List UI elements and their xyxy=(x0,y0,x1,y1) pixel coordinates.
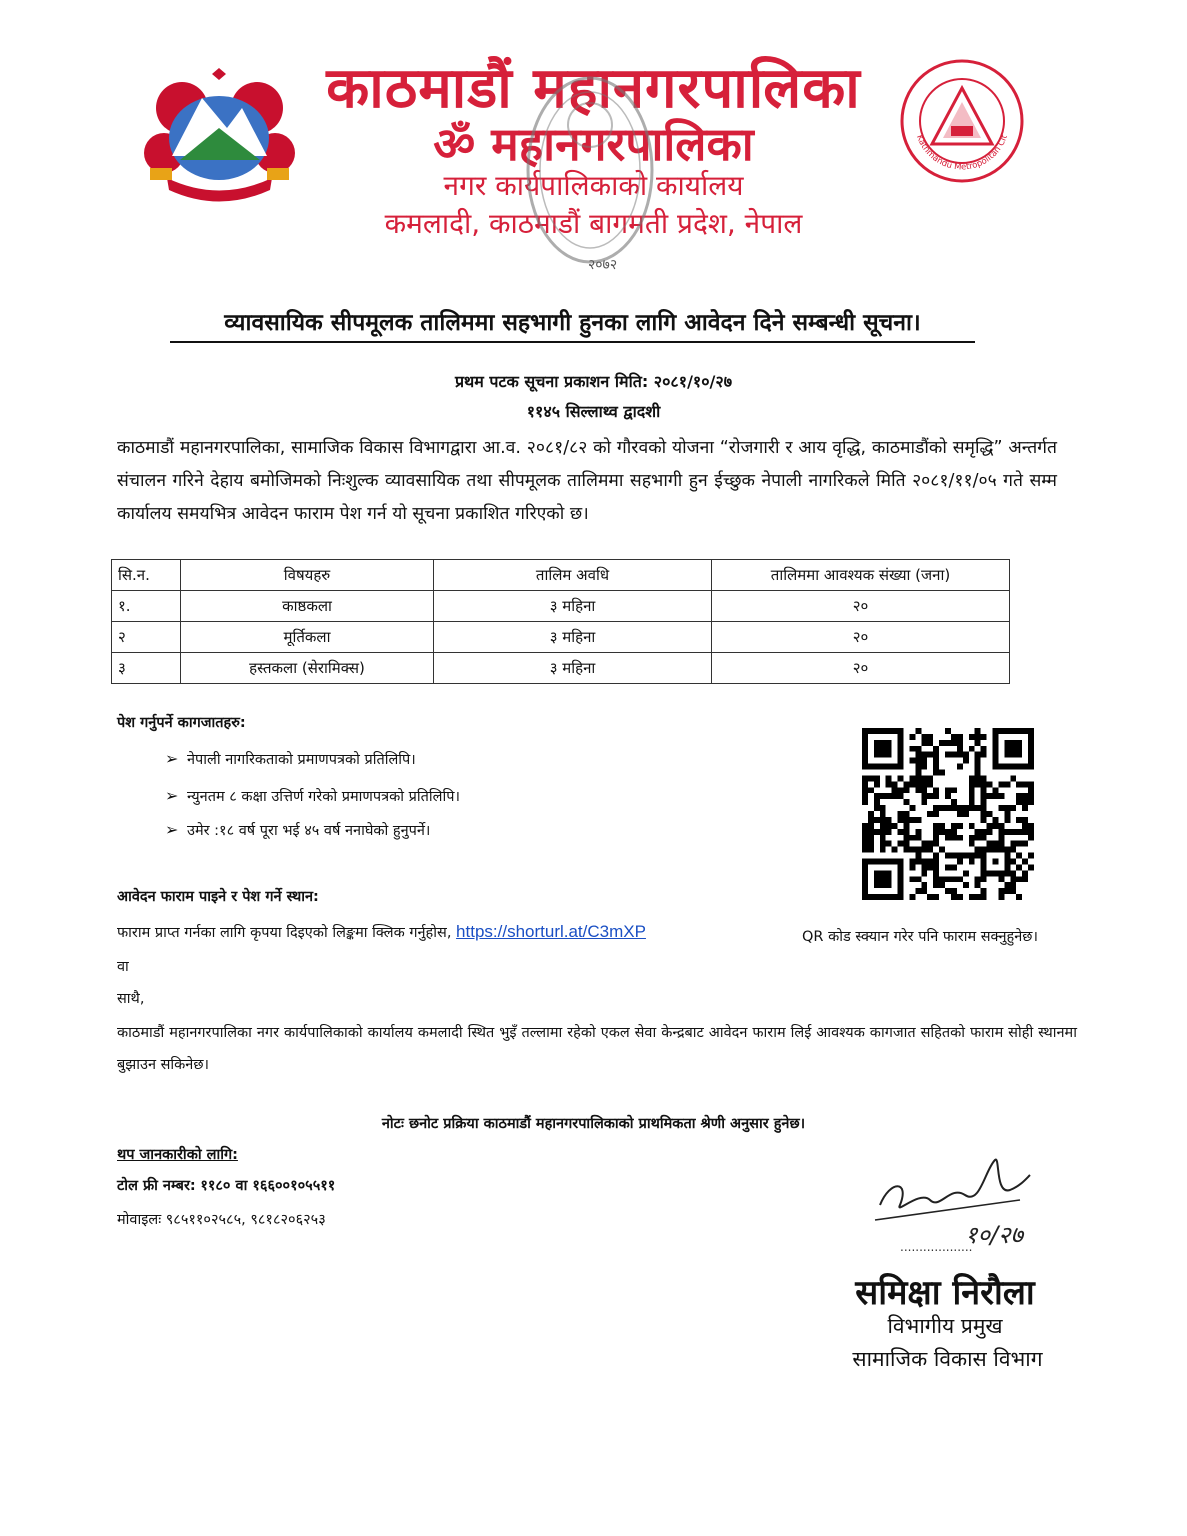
arrow-bullet-icon: ➢ xyxy=(165,786,179,805)
cell-duration: ३ महिना xyxy=(434,653,712,684)
table-row xyxy=(112,591,1010,622)
documents-heading: पेश गर्नुपर्ने कागजातहरु: xyxy=(117,715,246,731)
arrow-bullet-icon: ➢ xyxy=(165,820,179,839)
or-text: वा xyxy=(117,959,129,975)
list-item xyxy=(165,749,416,769)
seal-text: Kathmandu Metropolitan Cit xyxy=(914,133,1010,173)
link-line xyxy=(117,922,646,942)
table-header-row xyxy=(112,560,1010,591)
qr-note: QR कोड स्क्यान गरेर पनि फाराम सक्नुहुनेछ। xyxy=(802,929,1038,945)
cell-count: २० xyxy=(712,591,1010,622)
header-municipality-name-newari: ॐ महानगरपालिका xyxy=(433,117,754,171)
signatory-department: सामाजिक विकास विभाग xyxy=(852,1347,1043,1371)
document-item-text: न्युनतम ८ कक्षा उत्तिर्ण गरेको प्रमाणपत्रको प्रतिलिपि। xyxy=(187,789,460,805)
office-text: काठमाडौं महानगरपालिका नगर कार्यपालिकाको कार्यालय कमलादी स्थित भुइँ तल्लामा रहेको एकल सेवा केन्द्रबाट आवेदन फाराम लिई आवश्यक कागजात सहितको फाराम सोही स्थानमा बुझाउन सकिनेछ। xyxy=(117,1025,1077,1073)
cell-count: २० xyxy=(712,622,1010,653)
application-heading: आवेदन फाराम पाइने र पेश गर्ने स्थान: xyxy=(117,889,319,905)
table-row xyxy=(112,622,1010,653)
header-office-name: नगर कार्यपालिकाको कार्यालय xyxy=(443,169,744,202)
intro-paragraph: काठमाडौं महानगरपालिका, सामाजिक विकास विभागद्वारा आ.व. २०८१/८२ को गौरवको योजना “रोजगारी र आय वृद्धि, काठमाडौंको समृद्धि” अन्तर्गत संचालन गरिने देहाय बमोजिमको निःशुल्क व्यावसायिक तथा सीपमूलक तालिममा सहभागी हुन ईच्छुक नेपाली नागरिकले मिति २०८१/११/०५ गते सम्म कार्यालय समयभित्र आवेदन फाराम पेश गर्न यो सूचना प्रकाशित गरिएको छ। xyxy=(117,438,1057,524)
mobile-line xyxy=(117,1209,326,1229)
training-table xyxy=(111,559,1010,684)
document-item-text: उमेर :१८ वर्ष पूरा भई ४५ वर्ष ननाघेको हुनुपर्ने। xyxy=(187,823,431,839)
list-item xyxy=(165,820,430,840)
cell-duration: ३ महिना xyxy=(434,622,712,653)
mobile-label: मोवाइलः xyxy=(117,1212,162,1228)
form-link[interactable]: https://shorturl.at/C3mXP xyxy=(456,922,646,941)
metropolitan-seal xyxy=(897,56,1027,186)
col-header-subject: विषयहरु xyxy=(181,560,434,591)
mobile-number: ९८५११०२५८५, ९८१८२०६२५३ xyxy=(165,1212,326,1228)
cell-sn: १. xyxy=(112,591,181,622)
header-municipality-name: काठमाडौं महानगरपालिका xyxy=(326,56,861,121)
signature-date: १०/२७ xyxy=(965,1221,1024,1249)
cell-sn: ३ xyxy=(112,653,181,684)
cell-count: २० xyxy=(712,653,1010,684)
signatory-name: समिक्षा निरौला xyxy=(855,1273,1035,1313)
document-item-text: नेपाली नागरिकताको प्रमाणपत्रको प्रतिलिपि। xyxy=(187,752,416,768)
reference-line: ११४५ सिल्लाथ्व द्वादशी xyxy=(526,402,661,421)
qr-code[interactable] xyxy=(862,728,1034,900)
list-item xyxy=(165,786,460,806)
header-address: कमलादी, काठमाडौं बागमती प्रदेश, नेपाल xyxy=(384,207,803,240)
contact-heading: थप जानकारीको लागि: xyxy=(117,1147,238,1163)
tollfree-number: ११८० वा १६६००१०५५११ xyxy=(200,1178,336,1194)
signatory-position: विभागीय प्रमुख xyxy=(887,1314,1003,1338)
stamp-year: २०७२ xyxy=(588,257,618,273)
also-text: साथै, xyxy=(117,991,145,1007)
notice-title: व्यावसायिक सीपमूलक तालिममा सहभागी हुनका लागि आवेदन दिने सम्बन्धी सूचना। xyxy=(170,305,975,343)
publication-date: प्रथम पटक सूचना प्रकाशन मिति: २०८१/१०/२७ xyxy=(454,372,733,391)
cell-sn: २ xyxy=(112,622,181,653)
col-header-sn: सि.न. xyxy=(112,560,181,591)
cell-duration: ३ महिना xyxy=(434,591,712,622)
note-text: नोटः छनोट प्रक्रिया काठमाडौं महानगरपालिकाको प्राथमिकता श्रेणी अनुसार हुनेछ। xyxy=(381,1116,806,1132)
table-row xyxy=(112,653,1010,684)
cell-subject: मूर्तिकला xyxy=(181,622,434,653)
arrow-bullet-icon: ➢ xyxy=(165,749,179,768)
cell-subject: हस्तकला (सेरामिक्स) xyxy=(181,653,434,684)
signature-dots: ................... xyxy=(900,1240,973,1254)
cell-subject: काष्ठकला xyxy=(181,591,434,622)
tollfree-line xyxy=(117,1175,335,1195)
link-prefix-text: फाराम प्राप्त गर्नका लागि कृपया दिइएको लिङ्कमा क्लिक गर्नुहोस, xyxy=(117,925,452,941)
office-stamp xyxy=(520,70,660,280)
col-header-duration: तालिम अवधि xyxy=(434,560,712,591)
col-header-count: तालिममा आवश्यक संख्या (जना) xyxy=(712,560,1010,591)
tollfree-label: टोल फ्री नम्बर: xyxy=(117,1178,196,1194)
